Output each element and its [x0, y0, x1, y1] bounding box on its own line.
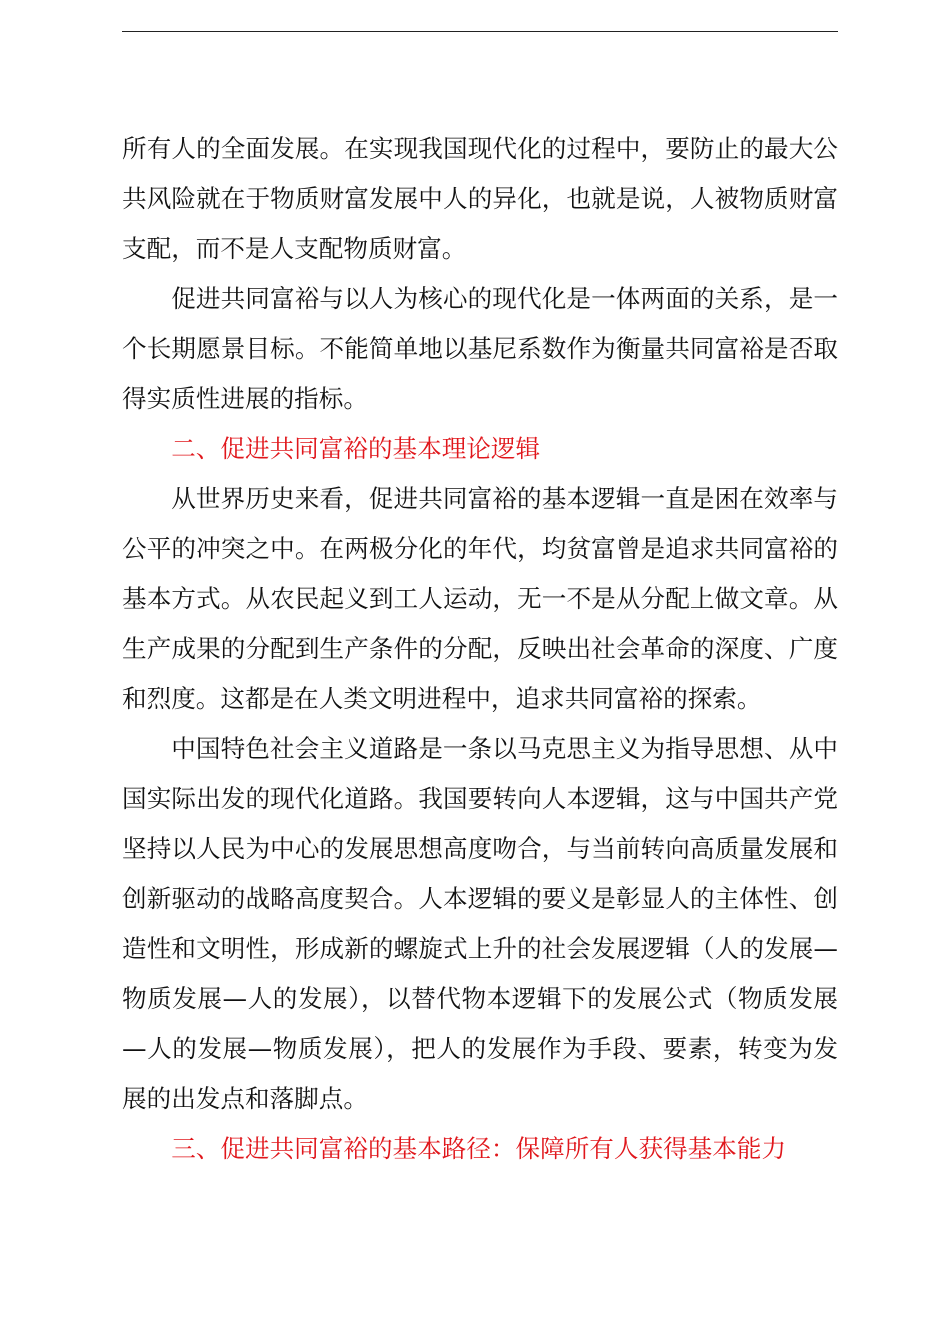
section-heading: 三、促进共同富裕的基本路径：保障所有人获得基本能力 [171, 1134, 787, 1163]
body-paragraph: 从世界历史来看，促进共同富裕的基本逻辑一直是困在效率与公平的冲突之中。在两极分化的年代，均贫富曾是追求共同富裕的基本方式。从农民起义到工人运动，无一不是从分配上做文章。从生产成果的分配到生产条件的分配，反映出社会革命的深度、广度和烈度。这都是在人类文明进程中，追求共同富裕的探索。 [122, 484, 838, 713]
document-body [122, 124, 838, 1174]
header-rule [122, 31, 838, 32]
body-paragraph: 所有人的全面发展。在实现我国现代化的过程中，要防止的最大公共风险就在于物质财富发展中人的异化，也就是说，人被物质财富支配，而不是人支配物质财富。 [122, 134, 838, 263]
section-heading: 二、促进共同富裕的基本理论逻辑 [171, 434, 541, 463]
body-paragraph: 促进共同富裕与以人为核心的现代化是一体两面的关系，是一个长期愿景目标。不能简单地以基尼系数作为衡量共同富裕是否取得实质性进展的指标。 [122, 284, 838, 413]
body-paragraph: 中国特色社会主义道路是一条以马克思主义为指导思想、从中国实际出发的现代化道路。我国要转向人本逻辑，这与中国共产党坚持以人民为中心的发展思想高度吻合，与当前转向高质量发展和创新驱动的战略高度契合。人本逻辑的要义是彰显人的主体性、创造性和文明性，形成新的螺旋式上升的社会发展逻辑（人的发展—物质发展—人的发展），以替代物本逻辑下的发展公式（物质发展—人的发展—物质发展），把人的发展作为手段、要素，转变为发展的出发点和落脚点。 [122, 734, 838, 1113]
